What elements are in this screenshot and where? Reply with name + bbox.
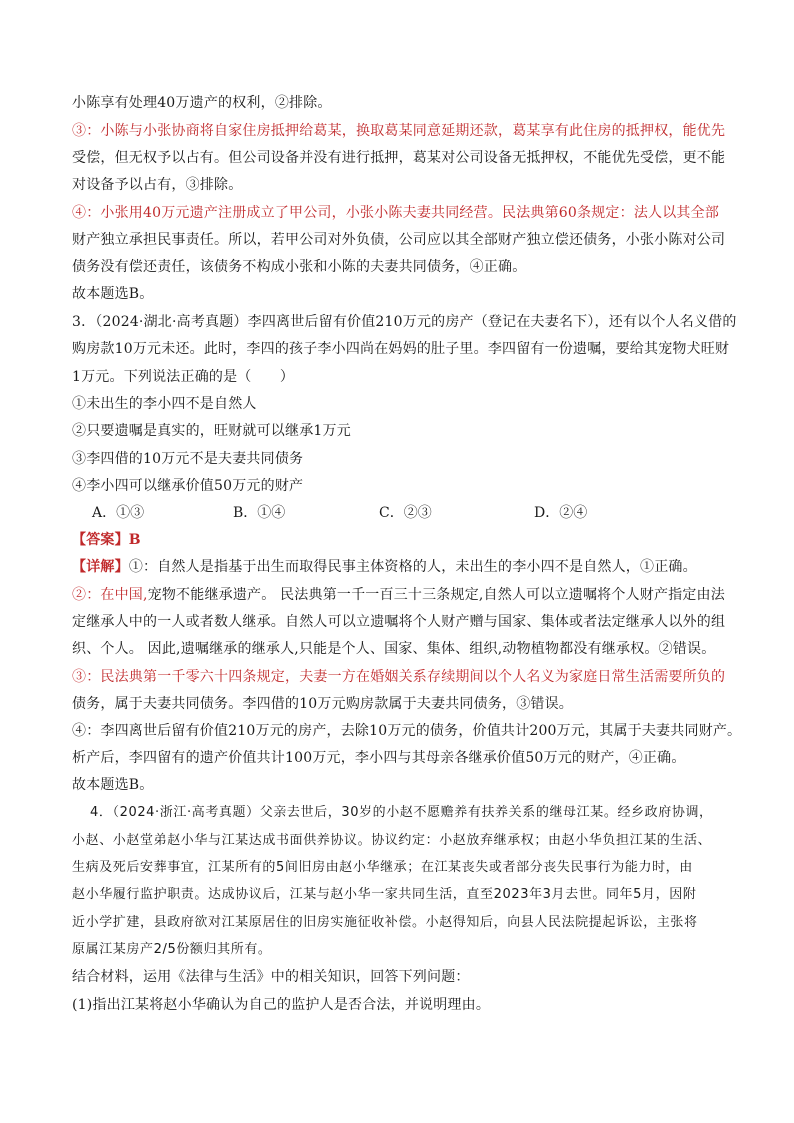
detail-line-red: ③：民法典第一千零六十四条规定，夫妻一方在婚姻关系存续期间以个人名义为家庭日常生活需要所负的 — [72, 669, 726, 685]
detail-line: 债务，属于夫妻共同债务。李四借的10万元购房款属于夫妻共同债务，③错误。 — [72, 696, 574, 712]
detail-line: ④：李四离世后留有价值210万元的房产，去除10万元的债务，价值共计200万元，其属于夫妻共同财产。 — [72, 723, 742, 739]
detail-text: 宠物不能继承遗产。 民法典第一千一百三十三条规定,自然人可以立遗嘱将个人财产指定由法 — [147, 587, 725, 603]
detail-text-red: ②：在中国, — [72, 587, 148, 603]
text-line-red: ④：小张用40万元遗产注册成立了甲公司，小张小陈夫妻共同经营。民法典第60条规定：法人以其全部 — [72, 205, 720, 221]
text-line-red: ③：小陈与小张协商将自家住房抵押给葛某，换取葛某同意延期还款，葛某享有此住房的抵押权，能优先 — [72, 123, 726, 139]
statement-1: ①未出生的李小四不是自然人 — [72, 396, 257, 412]
text-line: 故本题选B。 — [72, 286, 154, 302]
question-4-stem: 生病及死后安葬事宜，江某所有的5间旧房由赵小华继承；在江某丧失或者部分丧失民事行为能力时，由 — [72, 860, 693, 875]
question-3-stem: 1万元。下列说法正确的是（ ） — [72, 369, 295, 385]
detail-text: ①：自然人是指基于出生而取得民事主体资格的人，未出生的李小四不是自然人，①正确。 — [128, 559, 697, 575]
detail-line: 析产后，李四留有的遗产价值共计100万元，李小四与其母亲各继承价值50万元的财产，④正确。 — [72, 750, 686, 766]
question-3-stem: 3．（2024·湖北·高考真题）李四离世后留有价值210万元的房产（登记在夫妻名下），还有以个人名义借的 — [72, 314, 737, 330]
detail-line: 故本题选B。 — [72, 777, 154, 793]
statement-4: ④李小四可以继承价值50万元的财产 — [72, 478, 304, 494]
detail-line: 织、个人。 因此,遗嘱继承的继承人,只能是个人、国家、集体、组织,动物植物都没有继承权。②错误。 — [72, 641, 716, 657]
question-4-instruction: 结合材料，运用《法律与生活》中的相关知识，回答下列问题： — [72, 969, 470, 985]
question-4-subquestion: (1)指出江某将赵小华确认为自己的监护人是否合法，并说明理由。 — [72, 997, 491, 1013]
text-line: 对设备予以占有，③排除。 — [72, 177, 243, 193]
answer-options — [92, 503, 652, 523]
text-line: 小陈享有处理40万遗产的权利，②排除。 — [72, 95, 332, 111]
detail-line — [72, 585, 725, 605]
text-line: 受偿，但无权予以占有。但公司设备并没有进行抵押，葛某对公司设备无抵押权，不能优先受偿，更不能 — [72, 150, 726, 166]
answer-label: 【答案】B — [72, 532, 141, 548]
option-c: C．②③ — [379, 505, 432, 521]
statement-3: ③李四借的10万元不是夫妻共同债务 — [72, 451, 304, 467]
text-line: 债务没有偿还责任，该债务不构成小张和小陈的夫妻共同债务，④正确。 — [72, 259, 527, 275]
detail-line — [72, 557, 697, 577]
question-3-stem: 购房款10万元未还。此时，李四的孩子李小四尚在妈妈的肚子里。李四留有一份遗嘱，要给其宠物犬旺财 — [72, 341, 730, 357]
question-4-stem: 小赵、小赵堂弟赵小华与江某达成书面供养协议。协议约定：小赵放弃继承权；由赵小华负担江某的生活、 — [72, 833, 712, 848]
question-4-stem: 4．（2024·浙江·高考真题）父亲去世后，30岁的小赵不愿赡养有扶养关系的继母江某。经乡政府协调， — [90, 805, 713, 820]
text-line: 财产独立承担民事责任。所以，若甲公司对外负债，公司应以其全部财产独立偿还债务，小张小陈对公司 — [72, 232, 726, 248]
option-d: D．②④ — [534, 505, 588, 521]
option-b: B．①④ — [233, 505, 286, 521]
detail-line: 定继承人中的一人或者数人继承。自然人可以立遗嘱将个人财产赠与国家、集体或者法定继承人以外的组 — [72, 614, 726, 630]
option-a: A．①③ — [92, 505, 145, 521]
question-4-stem: 原属江某房产2/5份额归其所有。 — [72, 942, 272, 957]
question-4-stem: 近小学扩建，县政府欲对江某原居住的旧房实施征收补偿。小赵得知后，向县人民法院提起诉讼，主张将 — [72, 915, 698, 930]
statement-2: ②只要遗嘱是真实的，旺财就可以继承1万元 — [72, 423, 351, 439]
detail-label: 【详解】 — [72, 559, 129, 575]
question-4-stem: 赵小华履行监护职责。达成协议后，江某与赵小华一家共同生活，直至2023年3月去世。同年5月，因附 — [72, 887, 697, 902]
